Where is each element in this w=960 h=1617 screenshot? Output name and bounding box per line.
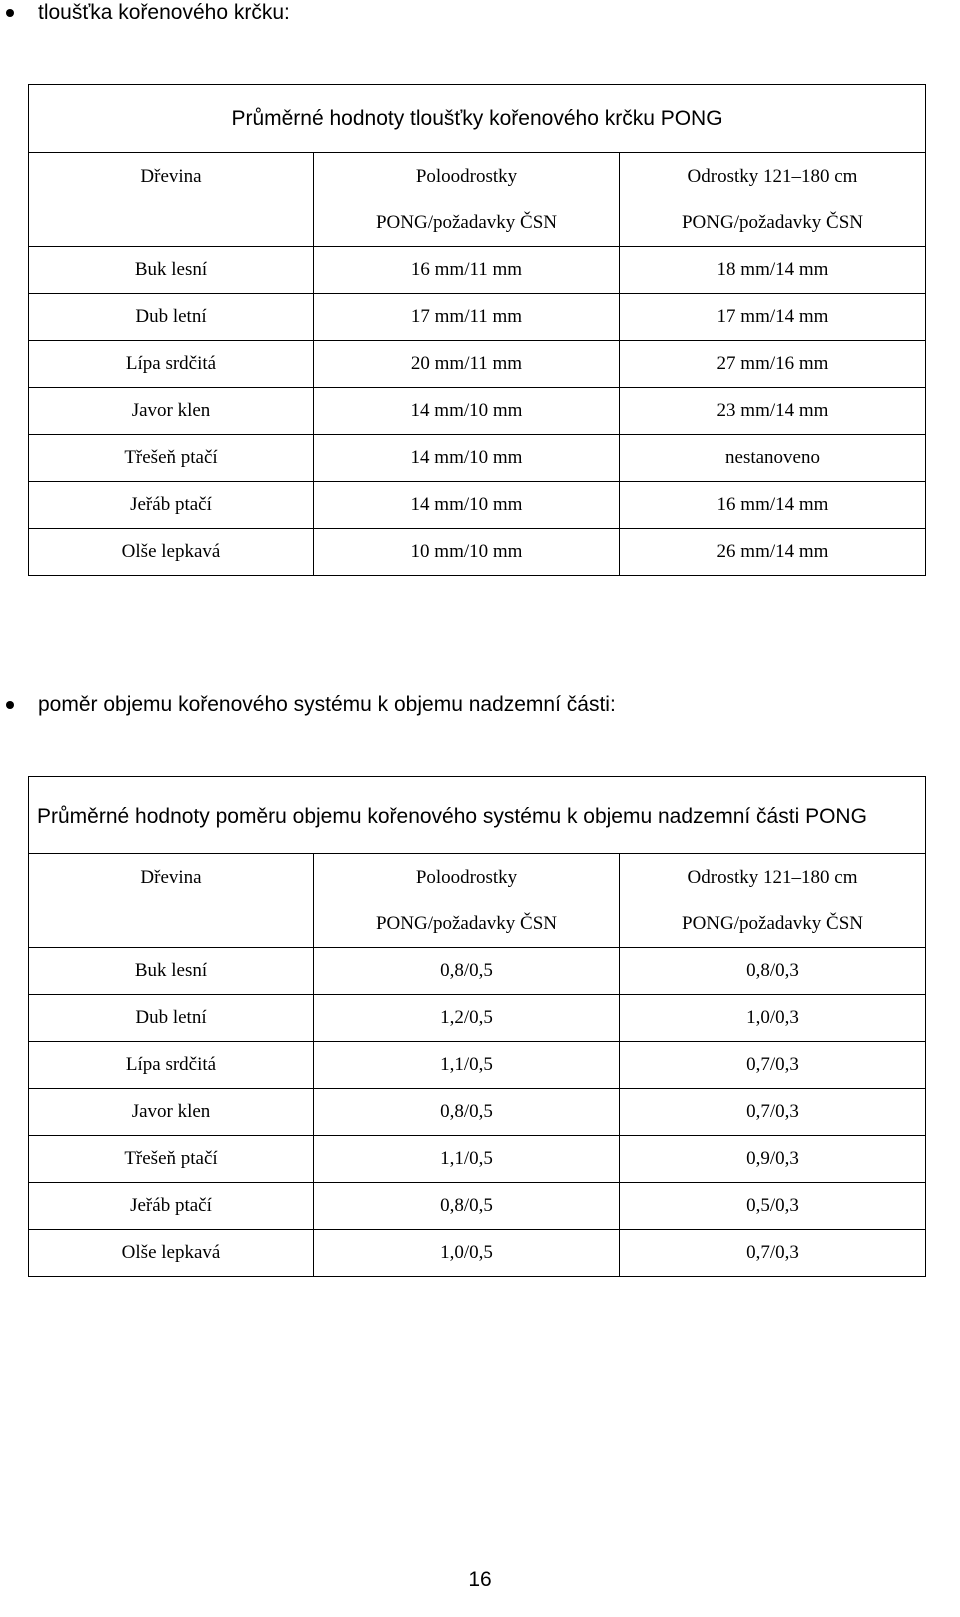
table-row [29,1042,926,1089]
column-header-line1: Dřevina [140,867,202,888]
value-cell: 17 mm/14 mm [620,294,926,341]
species-cell: Jeřáb ptačí [29,1183,314,1230]
species-cell: Lípa srdčitá [29,1042,314,1089]
value-cell: 1,0/0,3 [620,995,926,1042]
value-cell: 17 mm/11 mm [314,294,620,341]
value-cell: 26 mm/14 mm [620,529,926,576]
value-cell: 1,1/0,5 [314,1042,620,1089]
species-cell: Olše lepkavá [29,1230,314,1277]
column-header-line2: PONG/požadavky ČSN [375,913,558,934]
species-cell: Olše lepkavá [29,529,314,576]
value-cell: 27 mm/16 mm [620,341,926,388]
column-header-line2: PONG/požadavky ČSN [681,212,864,233]
value-cell: 0,8/0,5 [314,1089,620,1136]
value-cell: 0,8/0,5 [314,1183,620,1230]
table-row [29,388,926,435]
table-row [29,341,926,388]
column-header-line1: Poloodrostky [415,166,518,187]
table-row [29,294,926,341]
table-header-row [29,854,926,948]
table-caption: Průměrné hodnoty tloušťky kořenového krčku PONG [29,85,926,153]
value-cell: 0,7/0,3 [620,1230,926,1277]
species-cell: Buk lesní [29,247,314,294]
species-cell: Javor klen [29,388,314,435]
table-row [29,247,926,294]
value-cell: nestanoveno [620,435,926,482]
column-header [314,153,620,247]
table-header-row [29,153,926,247]
value-cell: 1,0/0,5 [314,1230,620,1277]
table-row [29,435,926,482]
table-row [29,482,926,529]
column-header-line1: Poloodrostky [415,867,518,888]
species-cell: Dub letní [29,995,314,1042]
species-cell: Dub letní [29,294,314,341]
bullet-icon [6,701,14,709]
value-cell: 10 mm/10 mm [314,529,620,576]
species-cell: Jeřáb ptačí [29,482,314,529]
value-cell: 20 mm/11 mm [314,341,620,388]
value-cell: 14 mm/10 mm [314,388,620,435]
table-row [29,995,926,1042]
species-cell: Javor klen [29,1089,314,1136]
column-header-line1: Dřevina [140,166,202,187]
column-header [314,854,620,948]
bullet-icon [6,9,14,17]
value-cell: 0,5/0,3 [620,1183,926,1230]
species-cell: Lípa srdčitá [29,341,314,388]
column-header [620,854,926,948]
column-header-line1: Odrostky 121–180 cm [687,166,858,187]
value-cell: 1,1/0,5 [314,1136,620,1183]
column-header-line2: PONG/požadavky ČSN [375,212,558,233]
value-cell: 0,8/0,5 [314,948,620,995]
column-header [620,153,926,247]
root-collar-thickness-table [28,84,926,576]
value-cell: 18 mm/14 mm [620,247,926,294]
page-number: 16 [468,1568,492,1591]
value-cell: 0,8/0,3 [620,948,926,995]
species-cell: Buk lesní [29,948,314,995]
value-cell: 16 mm/11 mm [314,247,620,294]
species-cell: Třešeň ptačí [29,435,314,482]
column-header [29,153,314,247]
column-header-line2: PONG/požadavky ČSN [682,913,864,934]
value-cell: 14 mm/10 mm [314,482,620,529]
table-row [29,1183,926,1230]
value-cell: 23 mm/14 mm [620,388,926,435]
species-cell: Třešeň ptačí [29,1136,314,1183]
value-cell: 0,7/0,3 [620,1042,926,1089]
table-caption: Průměrné hodnoty poměru objemu kořenového systému k objemu nadzemní části PONG [29,777,926,854]
bullet-text: tloušťka kořenového krčku: [38,1,290,24]
column-header-line1: Odrostky 121–180 cm [687,867,858,888]
table-row [29,529,926,576]
table-row [29,948,926,995]
value-cell: 16 mm/14 mm [620,482,926,529]
value-cell: 0,9/0,3 [620,1136,926,1183]
value-cell: 1,2/0,5 [314,995,620,1042]
table-row [29,1089,926,1136]
bullet-text: poměr objemu kořenového systému k objemu nadzemní části: [38,693,616,716]
root-volume-ratio-table [28,776,926,1277]
column-header [29,854,314,948]
value-cell: 14 mm/10 mm [314,435,620,482]
value-cell: 0,7/0,3 [620,1089,926,1136]
table-row [29,1136,926,1183]
table-row [29,1230,926,1277]
